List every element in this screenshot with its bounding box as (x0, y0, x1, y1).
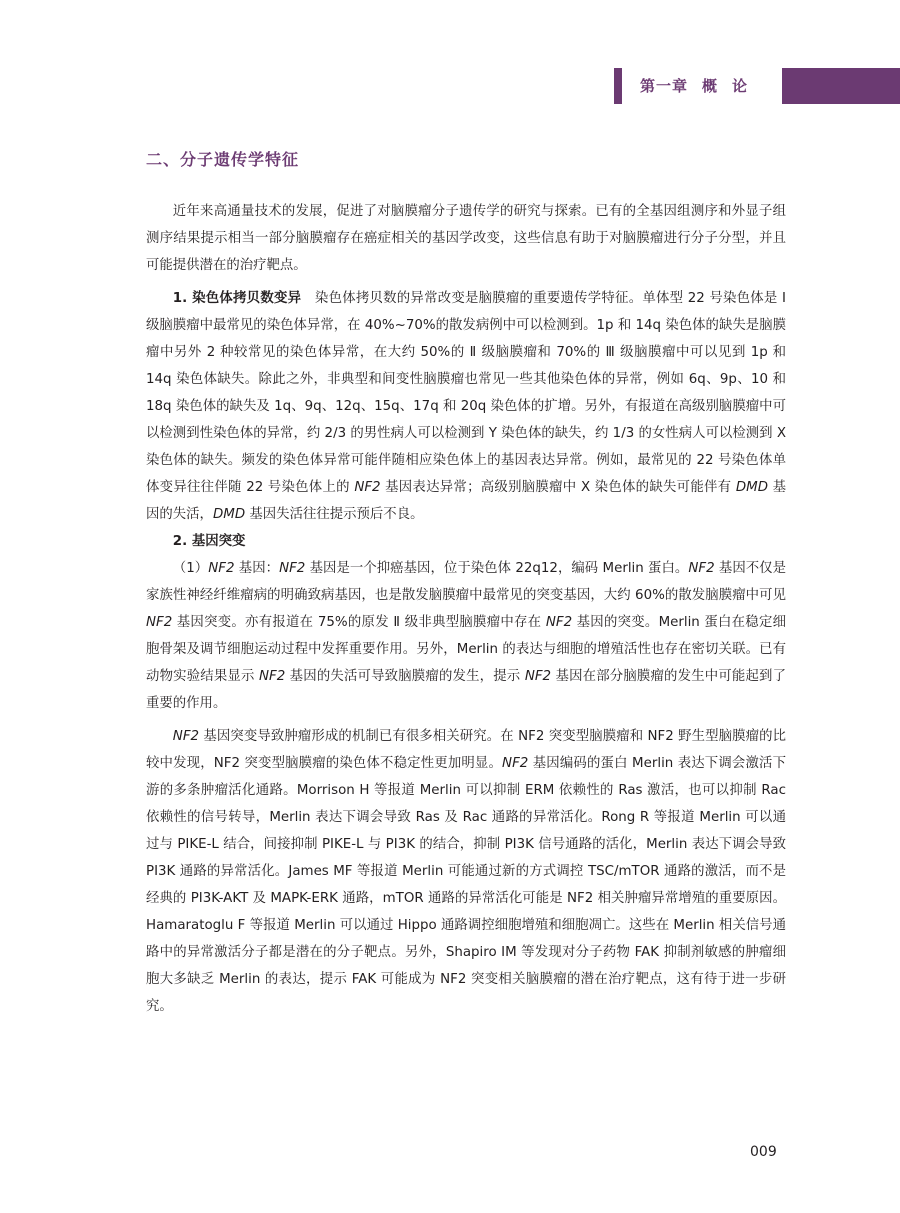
chapter-header (640, 68, 748, 104)
gene-nf2: NF2 (502, 756, 529, 771)
section1-text-a: 染色体拷贝数的异常改变是脑膜瘤的重要遗传学特征。单体型 22 号染色体是 Ⅰ 级脑膜瘤中最常见的染色体异常，在 40%~70%的散发病例中可以检测到。1p 和 14q 染色体的缺失是脑膜瘤中另外 2 种较常见的染色体异常，在大约 50%的 Ⅱ 级脑膜瘤和 70%的 Ⅲ 级脑膜瘤中可以见到 1p 和 14q 染色体缺失。除此之外，非典型和间变性脑膜瘤也常见一些其他染色体的异常，例如 6q、9p、10 和 18q 染色体的缺失及 1q、9q、12q、15q、17q 和 20q 染色体的扩增。另外，有报道在高级别脑膜瘤中可以检测到性染色体的异常，约 2/3 的男性病人可以检测到 Y 染色体的缺失，约 1/3 的女性病人可以检测到 X 染色体的缺失。频发的染色体异常可能伴随相应染色体上的基因表达异常。例如，最常见的 22 号染色体单体变异往往伴随 22 号染色体上的 (146, 291, 787, 495)
header-accent-bar-right (782, 68, 900, 104)
section2-heading: 2. 基因突变 (172, 534, 246, 549)
gene-nf2: NF2 (259, 669, 286, 684)
gene-dmd: DMD (735, 480, 769, 495)
page-number: 009 (750, 1144, 777, 1160)
s2p1-e: 基因突变。亦有报道在 75%的原发 Ⅱ 级非典型脑膜瘤中存在 (172, 615, 546, 630)
s2p1-h: 基因在部分脑膜瘤的发生中可能起到了重要的作用。 (146, 669, 786, 711)
s2p1-b: 基因： (234, 561, 280, 576)
section1-text-b: 基因表达异常；高级别脑膜瘤中 X 染色体的缺失可能伴有 (380, 480, 736, 495)
s2p1-f: 基因的突变。Merlin 蛋白在稳定细胞骨架及调节细胞运动过程中发挥重要作用。另外，Merlin 的表达与细胞的增殖活性也存在密切关联。已有动物实验结果显示 (146, 615, 786, 684)
gene-nf2: NF2 (279, 561, 306, 576)
section2-paragraph2 (146, 723, 786, 1020)
section-title: 二、分子遗传学特征 (146, 150, 300, 169)
chapter-title-part1: 概 (702, 77, 719, 95)
s2p1-c: 基因是一个抑癌基因，位于染色体 22q12，编码 Merlin 蛋白。 (305, 561, 689, 576)
section1-heading: 1. 染色体拷贝数变异 (172, 291, 302, 306)
gene-nf2: NF2 (208, 561, 235, 576)
s2p1-g: 基因的失活可导致脑膜瘤的发生，提示 (285, 669, 525, 684)
gene-nf2: NF2 (354, 480, 381, 495)
section1-text-d: 基因失活往往提示预后不良。 (245, 507, 424, 522)
gene-nf2: NF2 (524, 669, 552, 684)
page-content (146, 148, 786, 1020)
s2p1-d: 基因不仅是家族性神经纤维瘤病的明确致病基因，也是散发脑膜瘤中最常见的突变基因，大约 60%的散发脑膜瘤中可见 (146, 561, 786, 603)
gene-dmd: DMD (212, 507, 246, 522)
section1-text-c: 基因的失活， (146, 480, 786, 522)
gene-nf2: NF2 (172, 729, 200, 744)
chapter-label: 第一章 (640, 77, 689, 95)
intro-paragraph: 近年来高通量技术的发展，促进了对脑膜瘤分子遗传学的研究与探索。已有的全基因组测序和外显子组测序结果提示相当一部分脑膜瘤存在癌症相关的基因学改变，这些信息有助于对脑膜瘤进行分子分型，并且可能提供潜在的治疗靶点。 (146, 204, 786, 273)
section2-paragraph1 (146, 555, 786, 717)
gene-nf2: NF2 (146, 615, 173, 630)
gene-nf2: NF2 (545, 615, 573, 630)
header-accent-bar-left (614, 68, 622, 104)
chapter-title-part2: 论 (732, 77, 749, 95)
section1-paragraph (146, 285, 786, 528)
s2p1-a: （1） (172, 561, 209, 576)
s2p2-b: 基因编码的蛋白 Merlin 表达下调会激活下游的多条肿瘤活化通路。Morrison H 等报道 Merlin 可以抑制 ERM 依赖性的 Ras 激活，也可以抑制 Rac 依赖性的信号转导，Merlin 表达下调会导致 Ras 及 Rac 通路的异常活化。Rong R 等报道 Merlin 可以通过与 PIKE-L 结合，间接抑制 PIKE-L 与 PI3K 的结合，抑制 PI3K 信号通路的活化，Merlin 表达下调会导致 PI3K 通路的异常活化。James MF 等报道 Merlin 可能通过新的方式调控 TSC/mTOR 通路的激活，而不是经典的 PI3K-AKT 及 MAPK-ERK 通路，mTOR 通路的异常活化可能是 NF2 相关肿瘤异常增殖的重要原因。Hamaratoglu F 等报道 Merlin 可以通过 Hippo 通路调控细胞增殖和细胞凋亡。这些在 Merlin 相关信号通路中的异常激活分子都是潜在的分子靶点。另外，Shapiro IM 等发现对分子药物 FAK 抑制剂敏感的肿瘤细胞大多缺乏 Merlin 的表达，提示 FAK 可能成为 NF2 突变相关脑膜瘤的潜在治疗靶点，这有待于进一步研究。 (146, 756, 786, 1014)
s2p2-a: 基因突变导致肿瘤形成的机制已有很多相关研究。在 NF2 突变型脑膜瘤和 NF2 野生型脑膜瘤的比较中发现，NF2 突变型脑膜瘤的染色体不稳定性更加明显。 (146, 729, 786, 771)
gene-nf2: NF2 (688, 561, 715, 576)
